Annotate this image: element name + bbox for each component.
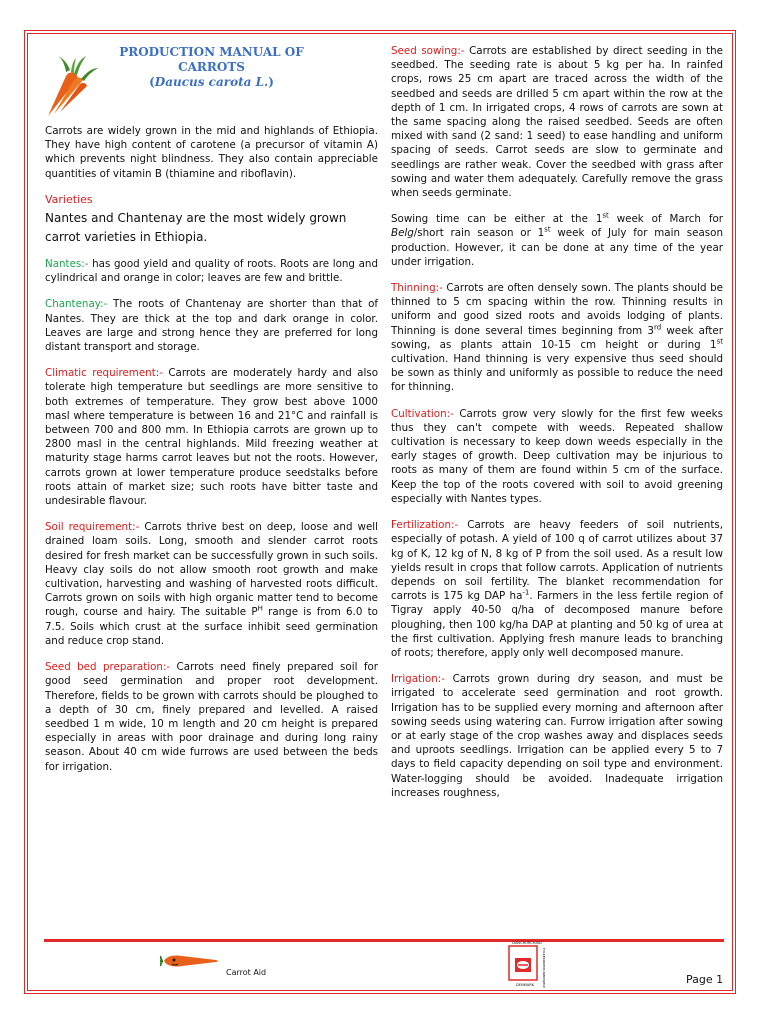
fert-text-a: Carrots are heavy feeders of soil nutrients, especially of potash. A yield of 100 q of carrot utilizes about 37 kg of K, 12 kg of N, 8 kg of P from the soil used. As a result low yields result in crops that follow carrots. Application of nutrients depends on soil fertility. The blanket recommendation for carrots is 175 kg DAP ha <box>391 519 723 603</box>
fertilization-paragraph <box>391 518 723 660</box>
intro-paragraph: Carrots are widely grown in the mid and highlands of Ethiopia. They have high content of carotene (a precursor of vitamin A) which prevents night blindness. They also contain appreciable quantities of vitamin B (thiamine and riboflavin). <box>45 125 378 180</box>
irrigation-paragraph <box>391 672 723 800</box>
varieties-paragraph: Nantes and Chantenay are the most widely grown carrot varieties in Ethiopia. <box>45 211 347 245</box>
thinning-text-b: week after sowing, as plants attain 10-15 cm height or during 1 <box>391 324 723 351</box>
right-column <box>391 44 723 812</box>
page-number: Page 1 <box>686 973 724 986</box>
seedbed-text: Carrots need finely prepared soil for good seed germination and proper root development. Therefore, fields to be grown with carrots should be ploughed to a depth of 30 cm, finely prepared and levelled. A raised seedbed 1 m wide, 10 m length and 20 cm height is prepared especially in areas with poor drainage and during long rainy season. About 40 cm wide furrows are used between the beds for irrigation. <box>45 661 378 773</box>
irrigation-text: Carrots grown during dry season, and must be irrigated to accelerate seed germination and root growth. Irrigation has to be supplied every morning and afternoon after sowing seeds using watering can. Furrow irrigation after sowing or at early stage of the crop washes away and displaces seeds and uproots seedlings. Irrigation can be applied every 5 to 7 days to field capacity depending on soil type and environment. Water-logging should be avoided. Inadequate irrigation increases roughness, <box>391 673 723 799</box>
soil-text-a: Carrots thrive best on deep, loose and well drained loam soils. Long, smooth and slender carrot roots desired for fresh market can be successfully grown in such soils. Heavy clay soils do not allow smooth root growth and make cultivation, harvesting and washing of harvested roots difficult. Carrots grown on soils with high organic matter tend to become rough, course and hairy. The suitable P <box>45 521 378 619</box>
cultivation-paragraph <box>391 407 723 506</box>
cultivation-heading: Cultivation:- <box>391 407 454 420</box>
climatic-text: Carrots are moderately hardy and also tolerate high temperature but seedlings are more sensitive to both extremes of temperature. They grow best above 1000 masl where temperature is between 16 and 21°C and rainfall is between 700 and 800 mm. In Ethiopia carrots are grown up to 2800 masl in the central highlands. Mild freezing weather at maturity stage harms carrot leaves but not the roots. However, carrots grown at lower temperature produce seedstalks before roots attain of market size; such roots have bitter taste and undesirable flavour. <box>45 367 378 508</box>
left-column <box>45 124 378 786</box>
sowing-paragraph <box>391 44 723 200</box>
chantenay-heading: Chantenay:- <box>45 298 108 311</box>
fert-text-b: . Farmers in the less fertile region of Tigray apply 40-50 q/ha of decomposed manure before ploughing, then 100 kg/ha DAP at planting and 50 kg of urea at the first cultivation. Applying fresh manure leads to branching of roots; therefore, apply only well decomposed manure. <box>391 590 723 659</box>
ph-superscript: H <box>257 605 263 614</box>
nantes-heading: Nantes:- <box>45 258 89 271</box>
time-text-b: week of March for <box>608 213 723 226</box>
danchurchaid-emblem <box>505 938 553 988</box>
chantenay-text: The roots of Chantenay are shorter than that of Nantes. They are thick at the top and dark orange in color. Leaves are large and strong hence they are preferred for long distant transport and storage. <box>45 298 378 354</box>
paren-open: ( <box>149 75 155 89</box>
latin-species: Daucus carota L. <box>154 75 269 89</box>
belg-term: Belg <box>391 227 414 240</box>
footer-divider <box>44 939 724 942</box>
emblem-side-text: FOLKEKIRKENS NØDHJÆLP <box>542 948 546 988</box>
cultivation-text: Carrots grow very slowly for the first few weeks thus they can't compete with weeds. Repeated shallow cultivation is necessary to keep down weeds especially in the early stages of growth. Deep cultivation may be injurious to roots as many of them are found within 5 cm of the surface. Keep the top of the roots covered with soil to avoid greening especially with Nantes types. <box>391 407 723 505</box>
soil-heading: Soil requirement:- <box>45 521 140 534</box>
document-title <box>84 45 339 90</box>
time-text-a: Sowing time can be either at the 1 <box>391 213 603 226</box>
thinning-sup-1: rd <box>653 323 662 332</box>
latin-name <box>84 75 339 90</box>
varieties-heading: Varieties <box>45 192 93 206</box>
thinning-paragraph <box>391 281 723 395</box>
thinning-text-c: cultivation. Hand thinning is very expensive thus seed should be sown as thinly and uniformly as possible to reduce the need for thinning. <box>391 353 723 394</box>
carrot-aid-label: Carrot Aid <box>226 968 267 977</box>
title-text: PRODUCTION MANUAL OF CARROTS <box>119 45 304 74</box>
sowing-text: Carrots are established by direct seeding in the seedbed. The seeding rate is about 5 kg per ha. In rainfed crops, rows 25 cm apart are traced across the width of the seedbed and seeds are drilled 5 cm apart within the row at the depth of 1 cm. In irrigated crops, 4 rows of carrots are sown at the same spacing along the raised seedbed. Seeds are often mixed with sand (2 sand: 1 seed) to ease handling and uniform spacing of seeds. Carrot seeds are slow to germinate and seedlings are rather weak. Cover the seedbed with grass after sowing and water them adequately. Carefully remove the grass when seeds germinate. <box>391 45 723 200</box>
irrigation-heading: Irrigation:- <box>391 673 445 686</box>
time-text-c: /short rain season or 1 <box>413 227 545 240</box>
nantes-paragraph <box>45 257 378 285</box>
emblem-bottom-text: DENMARK <box>515 983 535 987</box>
climatic-paragraph <box>45 366 378 508</box>
seedbed-paragraph <box>45 660 378 774</box>
chantenay-paragraph <box>45 297 378 354</box>
sowing-time-paragraph <box>391 212 723 269</box>
seedbed-heading: Seed bed preparation:- <box>45 661 171 674</box>
nantes-text: has good yield and quality of roots. Roots are long and cylindrical and orange in color; leaves are few and brittle. <box>45 258 378 285</box>
thinning-sup-2: st <box>716 337 723 346</box>
paren-close: ) <box>268 75 274 89</box>
thinning-heading: Thinning:- <box>391 282 443 295</box>
emblem-top-text: DANCHURCHAID <box>512 941 542 945</box>
soil-text-b: range is from 6.0 to 7.5. Soils which crust at the surface inhibit seed germination and reduce crop stand. <box>45 606 378 647</box>
time-text-d: week of July for main season production. However, it can be done at any time of the year under irrigation. <box>391 227 723 268</box>
sowing-heading: Seed sowing:- <box>391 45 465 57</box>
time-sup-1: st <box>602 211 609 220</box>
thinning-text-a: Carrots are often densely sown. The plants should be thinned to 5 cm spacing within the row. Thinning results in uniform and good sized roots and avoids lodging of plants. Thinning is done several times beginning from 3 <box>391 282 723 337</box>
soil-paragraph <box>45 520 378 648</box>
climatic-heading: Climatic requirement:- <box>45 367 163 380</box>
carrot-aid-logo <box>160 950 222 972</box>
fertilization-heading: Fertilization:- <box>391 519 459 532</box>
fert-superscript: -1 <box>522 588 530 597</box>
time-sup-2: st <box>544 226 551 235</box>
